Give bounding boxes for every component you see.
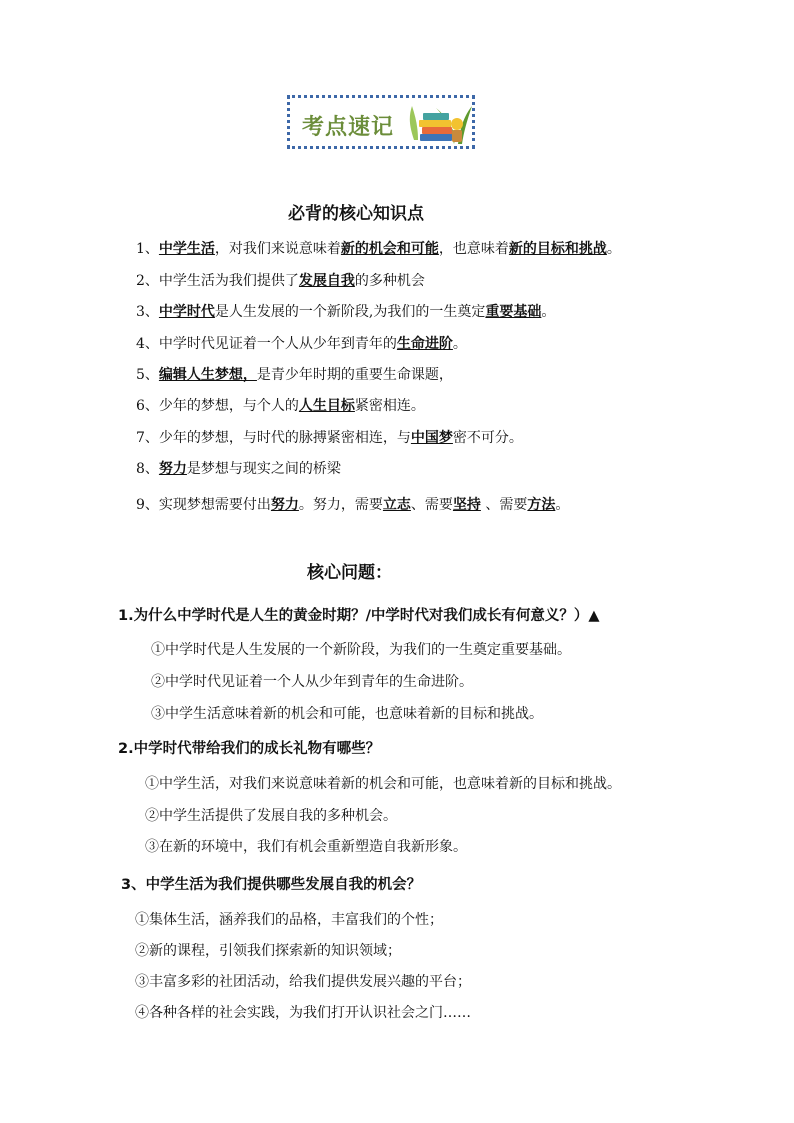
answer-item: ④各种各样的社会实践，为我们打开认识社会之门…… bbox=[135, 1005, 471, 1021]
point-text: 5、 bbox=[136, 367, 159, 383]
point-text: 6、少年的梦想，与个人的 bbox=[136, 398, 299, 414]
key-term: 方法 bbox=[527, 497, 556, 513]
answer-item: ①中学生活，对我们来说意味着新的机会和可能，也意味着新的目标和挑战。 bbox=[145, 776, 621, 792]
point-text: 8、 bbox=[136, 461, 159, 477]
point-text: 密不可分。 bbox=[452, 430, 523, 446]
knowledge-point bbox=[136, 238, 621, 258]
key-term: 重要基础 bbox=[485, 304, 542, 320]
answer-item: ③在新的环境中，我们有机会重新塑造自我新形象。 bbox=[145, 839, 467, 855]
point-text: 2、中学生活为我们提供了 bbox=[136, 273, 299, 289]
key-term: 坚持 bbox=[452, 497, 481, 513]
point-text: 3、 bbox=[136, 304, 159, 320]
knowledge-point bbox=[136, 301, 555, 321]
answer-item: ②新的课程，引领我们探索新的知识领域； bbox=[135, 943, 401, 959]
point-text: 是青少年时期的重要生命课题， bbox=[256, 367, 453, 383]
question-heading: 1.为什么中学时代是人生的黄金时期？/中学时代对我们成长有何意义？）▲ bbox=[118, 608, 600, 624]
point-text: 1、 bbox=[136, 241, 159, 257]
key-term: 努力 bbox=[158, 461, 187, 477]
key-term: 发展自我 bbox=[298, 273, 355, 289]
key-term: 新的机会和可能 bbox=[340, 241, 439, 257]
point-text: 的多种机会 bbox=[354, 273, 425, 289]
answer-item: ①中学时代是人生发展的一个新阶段，为我们的一生奠定重要基础。 bbox=[151, 642, 571, 658]
point-text: 紧密相连。 bbox=[354, 398, 425, 414]
key-term: 中学生活 bbox=[158, 241, 215, 257]
answer-item: ②中学生活提供了发展自我的多种机会。 bbox=[145, 808, 397, 824]
knowledge-point bbox=[136, 364, 453, 384]
point-text: ，对我们来说意味着 bbox=[214, 241, 341, 257]
key-term: 立志 bbox=[382, 497, 411, 513]
point-text: 是人生发展的一个新阶段,为我们的一生奠定 bbox=[214, 304, 486, 320]
key-term: 努力 bbox=[270, 497, 299, 513]
point-text: ，也意味着 bbox=[438, 241, 509, 257]
answer-item: ②中学时代见证着一个人从少年到青年的生命进阶。 bbox=[151, 674, 473, 690]
key-term: 中学时代 bbox=[158, 304, 215, 320]
knowledge-point bbox=[136, 494, 569, 514]
books-plant-icon bbox=[406, 100, 474, 146]
point-text: 。 bbox=[452, 336, 467, 352]
key-term: 编辑人生梦想， bbox=[158, 367, 257, 383]
key-term: 新的目标和挑战 bbox=[508, 241, 607, 257]
point-text: 是梦想与现实之间的桥梁 bbox=[186, 461, 341, 477]
point-text: 。 bbox=[541, 304, 556, 320]
point-text: 。 bbox=[606, 241, 621, 257]
key-term: 生命进阶 bbox=[396, 336, 453, 352]
knowledge-point bbox=[136, 270, 425, 290]
badge-title: 考点速记 bbox=[302, 115, 395, 140]
answer-item: ③丰富多彩的社团活动，给我们提供发展兴趣的平台； bbox=[135, 974, 471, 990]
key-term: 人生目标 bbox=[298, 398, 355, 414]
knowledge-point bbox=[136, 458, 341, 478]
section-title-questions: 核心问题： bbox=[307, 563, 392, 583]
point-text: 7、少年的梦想，与时代的脉搏紧密相连，与 bbox=[136, 430, 411, 446]
point-text: 。努力，需要 bbox=[298, 497, 383, 513]
knowledge-point bbox=[136, 395, 425, 415]
knowledge-point bbox=[136, 427, 523, 447]
answer-item: ①集体生活，涵养我们的品格，丰富我们的个性； bbox=[135, 912, 443, 928]
question-heading: 3、中学生活为我们提供哪些发展自我的机会？ bbox=[121, 877, 422, 893]
section-badge bbox=[287, 95, 475, 149]
point-text: 。 bbox=[555, 497, 570, 513]
point-text: 4、中学时代见证着一个人从少年到青年的 bbox=[136, 336, 397, 352]
point-text: 、需要 bbox=[480, 497, 528, 513]
section-title-knowledge: 必背的核心知识点 bbox=[288, 204, 424, 224]
point-text: 9、实现梦想需要付出 bbox=[136, 497, 271, 513]
knowledge-point bbox=[136, 333, 467, 353]
key-term: 中国梦 bbox=[410, 430, 453, 446]
question-heading: 2.中学时代带给我们的成长礼物有哪些？ bbox=[118, 741, 381, 757]
answer-item: ③中学生活意味着新的机会和可能，也意味着新的目标和挑战。 bbox=[151, 706, 543, 722]
point-text: 、需要 bbox=[410, 497, 453, 513]
